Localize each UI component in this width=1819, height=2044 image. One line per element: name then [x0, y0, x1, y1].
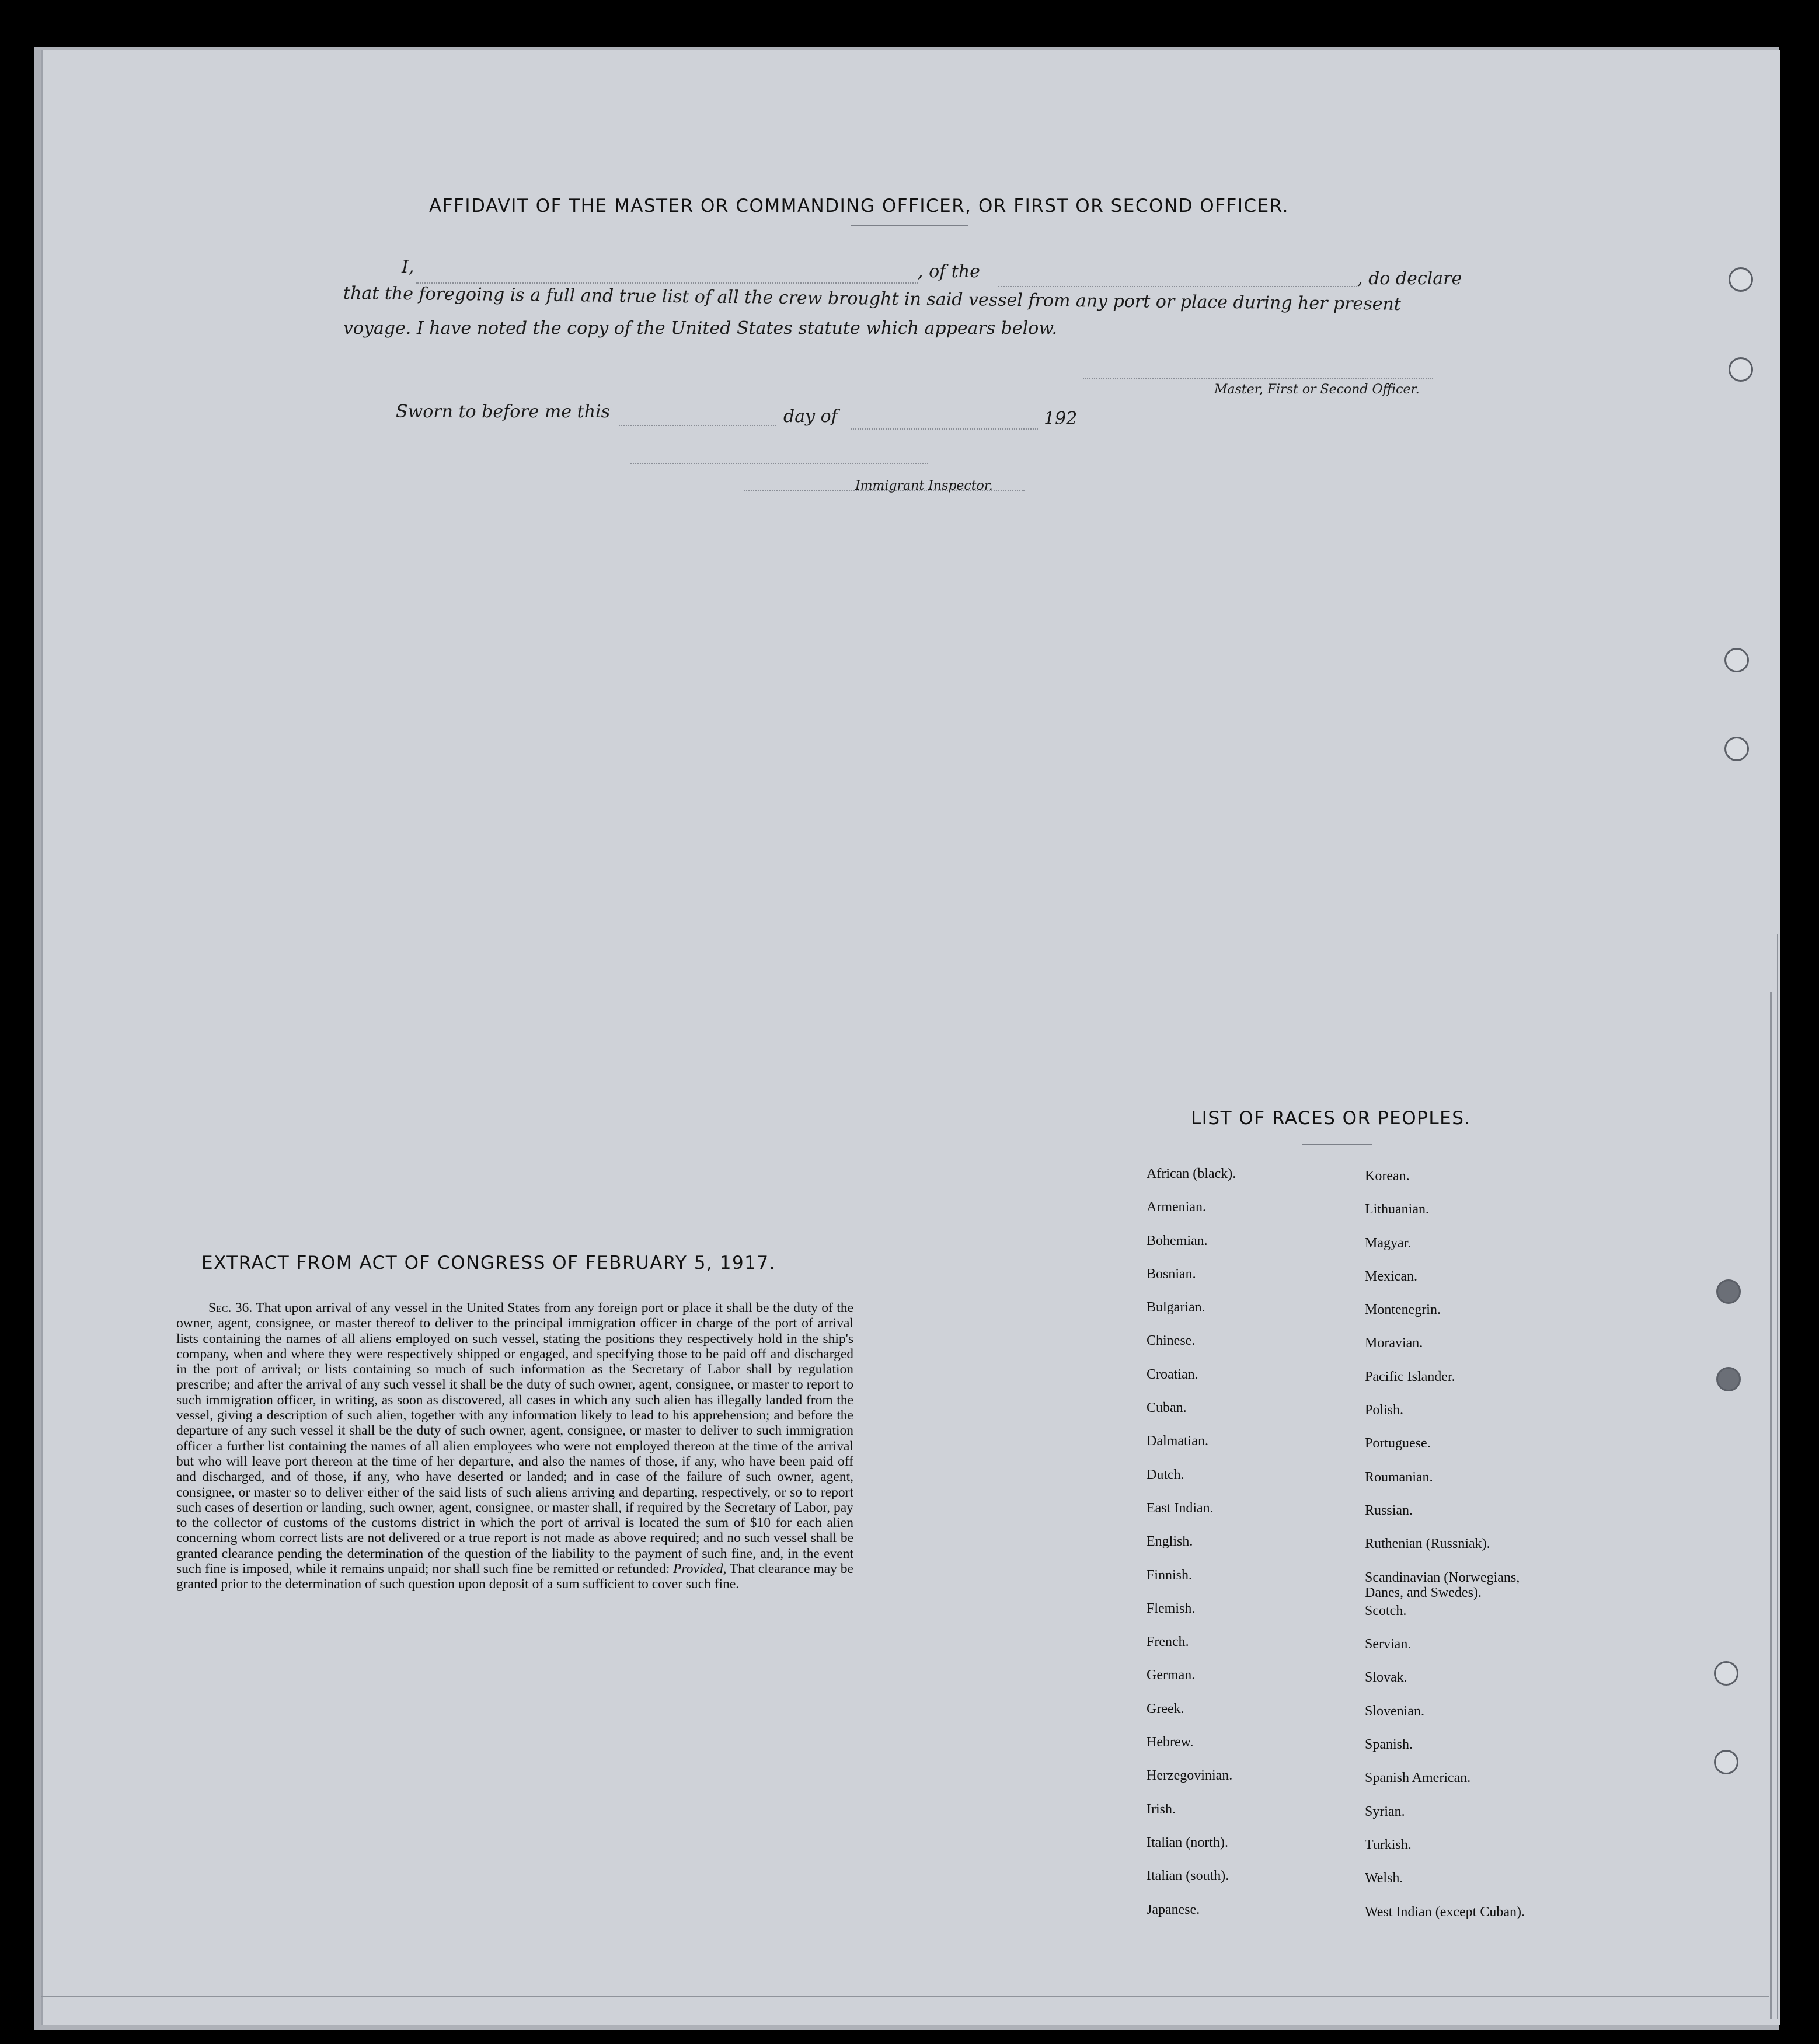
extract-text-proviso: That clearance may be granted prior to the determination of such question upon deposit of a sum sufficient to cover such fine.	[176, 1561, 853, 1592]
race-list-item: Moravian.	[1365, 1335, 1423, 1351]
race-list-item: German.	[1147, 1668, 1196, 1683]
race-list-item: Cuban.	[1147, 1400, 1187, 1416]
punch-hole-icon	[1724, 737, 1749, 761]
section-label: Sec. 36.	[208, 1300, 253, 1316]
punch-hole-icon	[1729, 357, 1753, 382]
races-column-right	[1365, 1169, 1525, 1938]
race-list-item: East Indian.	[1147, 1500, 1214, 1516]
extract-body	[176, 1300, 853, 1592]
race-list-item: Polish.	[1365, 1403, 1404, 1418]
affidavit-of-the: , of the	[918, 261, 980, 282]
race-list-item: Slovak.	[1365, 1670, 1407, 1686]
sworn-year: 192	[1044, 409, 1078, 429]
race-list-item: Japanese.	[1147, 1902, 1200, 1917]
race-list-item: Dutch.	[1147, 1467, 1184, 1483]
race-list-item: Spanish American.	[1365, 1770, 1471, 1786]
race-list-item: Pacific Islander.	[1365, 1369, 1455, 1384]
extract-proviso-word: Provided,	[673, 1561, 727, 1577]
race-list-item: Korean.	[1365, 1169, 1410, 1184]
race-list-item: Bohemian.	[1147, 1233, 1208, 1248]
race-list-item: Lithuanian.	[1365, 1202, 1429, 1218]
race-list-item: Italian (north).	[1147, 1834, 1228, 1850]
inspector-signature-blank-upper[interactable]	[630, 463, 928, 464]
race-list-item: African (black).	[1147, 1166, 1236, 1181]
race-list-item: Bosnian.	[1147, 1266, 1196, 1282]
name-blank[interactable]	[416, 282, 918, 284]
race-list-item: French.	[1147, 1634, 1189, 1650]
affidavit-do-declare: , do declare	[1357, 268, 1462, 289]
race-list-item: Servian.	[1365, 1637, 1412, 1652]
affidavit-statement-line-3: voyage. I have noted the copy of the United States statute which appears below.	[343, 318, 1057, 339]
race-list-item: Welsh.	[1365, 1871, 1403, 1886]
page-edge-line	[1777, 934, 1778, 2019]
extract-text-main: That upon arrival of any vessel in the United States from any foreign port or place it shall be the duty of the owner, agent, consignee, or master thereof to deliver to the principal immigration officer in charge of the port of arrival lists containing the names of all aliens employed on such vessel, stating the positions they respectively hold in the ship's company, when and where they were respectively shipped or engaged, and specifying those to be paid off and discharged in the port of arrival; or lists containing so much of such information as the Secretary of Labor shall by regulation prescribe; and after the arrival of any such vessel it shall be the duty of such owner, agent, consignee, or master to report to such immigration officer, in writing, as soon as discovered, all cases in which any such alien has illegally landed from the vessel, giving a description of such alien, together with any information likely to lead to his apprehension; and before the departure of any such vessel it shall be the duty of such owner, agent, consignee, or master to deliver to such immigration officer a further list containing the names of all alien employees who were not employed thereon at the time of the arrival but who will leave port thereon at the time of her departure, and also the names of those, if any, who have been paid off and discharged, and of those, if any, who have deserted or landed; and in case of the failure of such owner, agent, consignee, or master so to deliver either of the said lists of such aliens arriving and departing, respectively, or so to report such cases of desertion or landing, such owner, agent, consignee, or master shall, if required by the Secretary of Labor, pay to the collector of customs of the customs district in which the port of arrival is located the sum of $10 for each alien concerning whom correct lists are not delivered or a true report is not made as above required; and no such vessel shall be granted clearance pending the determination of the question of the liability to the payment of such fine, and, in the event such fine is imposed, while it remains unpaid; nor shall such fine be remitted or refunded:	[176, 1300, 854, 1577]
master-signature-label: Master, First or Second Officer.	[1214, 382, 1420, 397]
affidavit-statement-line-2: that the foregoing is a full and true list of all the crew brought in said vessel from any port or place during her present	[343, 283, 1402, 315]
race-list-item: Flemish.	[1147, 1600, 1196, 1616]
race-list-item: Scotch.	[1365, 1603, 1407, 1619]
race-list-item: Roumanian.	[1365, 1469, 1433, 1485]
race-list-item: Magyar.	[1365, 1235, 1412, 1251]
race-list-item: Irish.	[1147, 1801, 1176, 1817]
punch-hole-icon	[1716, 1367, 1741, 1391]
inspector-signature-label: Immigrant Inspector.	[855, 479, 993, 493]
race-list-item: Chinese.	[1147, 1333, 1196, 1349]
race-list-item: Scandinavian (Norwegians, Danes, and Swedes).	[1365, 1569, 1520, 1600]
races-title: LIST OF RACES OR PEOPLES.	[1191, 1108, 1471, 1129]
sworn-day-of: day of	[783, 406, 838, 427]
affidavit-i: I,	[402, 257, 414, 277]
race-list-item: Italian (south).	[1147, 1868, 1229, 1884]
race-list-item: Hebrew.	[1147, 1735, 1194, 1750]
race-list-item: Herzegovinian.	[1147, 1768, 1233, 1784]
race-list-item: Dalmatian.	[1147, 1433, 1208, 1449]
punch-hole-icon	[1724, 648, 1749, 672]
race-list-item: Bulgarian.	[1147, 1300, 1205, 1316]
race-list-item: Armenian.	[1147, 1199, 1206, 1215]
extract-title: EXTRACT FROM ACT OF CONGRESS OF FEBRUARY 5, 1917.	[201, 1253, 776, 1274]
races-title-underline	[1302, 1144, 1372, 1145]
punch-hole-icon	[1716, 1279, 1741, 1304]
race-list-item: Greek.	[1147, 1701, 1184, 1717]
sworn-month-blank[interactable]	[851, 428, 1038, 430]
race-list-item: Montenegrin.	[1365, 1302, 1441, 1318]
vessel-blank[interactable]	[998, 286, 1357, 287]
punch-hole-icon	[1714, 1661, 1738, 1686]
punch-hole-icon	[1714, 1750, 1738, 1774]
master-signature-blank[interactable]	[1083, 378, 1433, 379]
race-list-item: Slovenian.	[1365, 1703, 1424, 1719]
race-list-item: Turkish.	[1365, 1837, 1412, 1853]
page-edge-line	[1770, 992, 1772, 2019]
race-list-item: Russian.	[1365, 1502, 1413, 1518]
title-underline	[851, 225, 968, 226]
race-list-item: Finnish.	[1147, 1567, 1193, 1583]
race-list-item: Portuguese.	[1365, 1436, 1431, 1452]
race-list-item: Mexican.	[1365, 1268, 1417, 1284]
punch-hole-icon	[1729, 267, 1753, 292]
race-list-item: Syrian.	[1365, 1804, 1405, 1819]
sworn-prefix: Sworn to before me this	[396, 402, 611, 422]
races-column-left	[1147, 1166, 1236, 1935]
race-list-item: Spanish.	[1365, 1737, 1413, 1753]
race-list-item: West Indian (except Cuban).	[1365, 1904, 1525, 1920]
race-list-item: English.	[1147, 1534, 1193, 1550]
affidavit-title: AFFIDAVIT OF THE MASTER OR COMMANDING OFFICER, OR FIRST OR SECOND OFFICER.	[429, 196, 1290, 217]
race-list-item: Ruthenian (Russniak).	[1365, 1536, 1490, 1552]
sworn-day-blank[interactable]	[619, 425, 776, 426]
race-list-item: Croatian.	[1147, 1366, 1198, 1382]
page-edge-line	[41, 1996, 1769, 1997]
